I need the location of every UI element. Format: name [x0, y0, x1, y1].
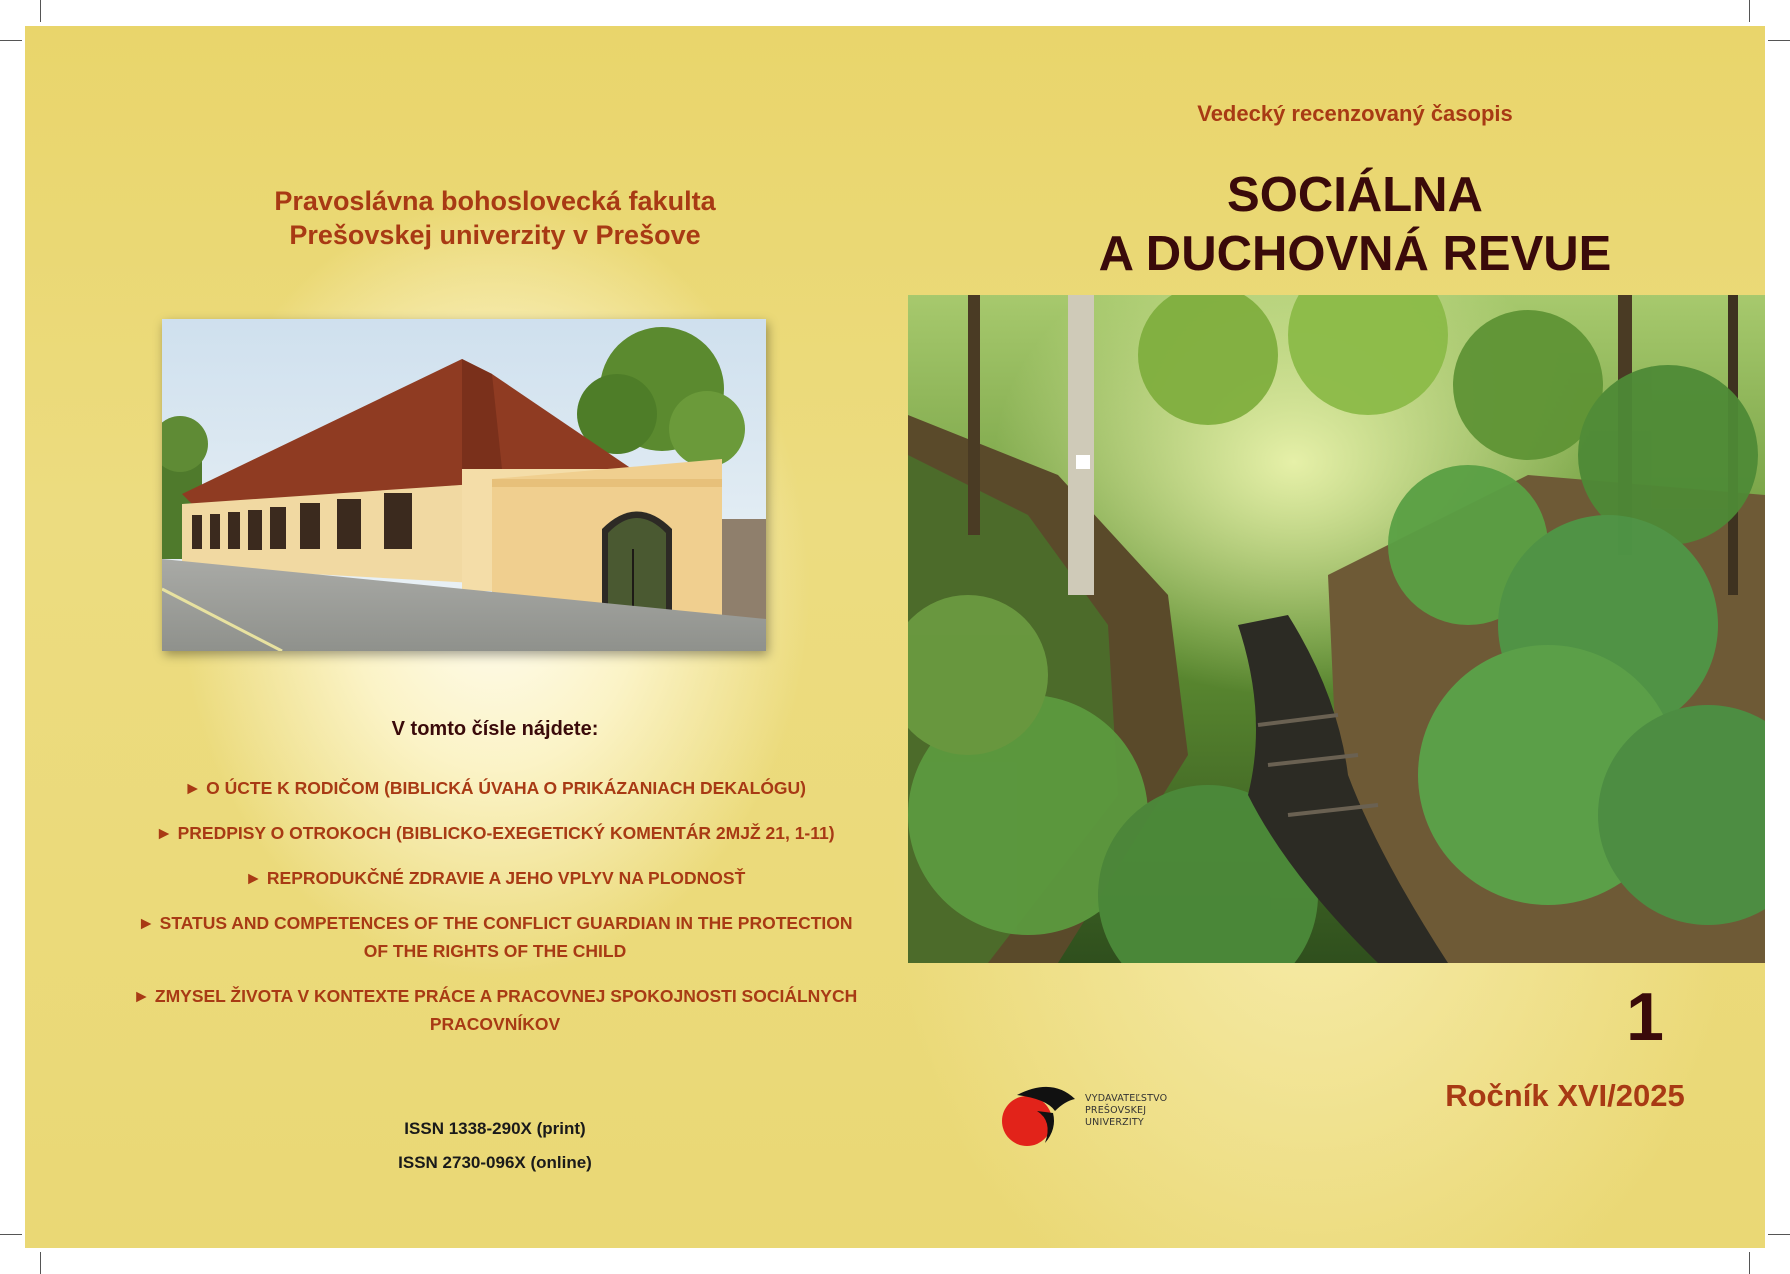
crop-mark	[1749, 1252, 1750, 1274]
crop-mark	[1768, 40, 1790, 41]
article-item	[75, 982, 915, 1038]
article-title: ► ZMYSEL ŽIVOTA V KONTEXTE PRÁCE A PRACOVNEJ SPOKOJNOSTI SOCIÁLNYCH	[132, 986, 858, 1006]
article-title: ► PREDPISY O OTROKOCH (BIBLICKO-EXEGETICKÝ KOMENTÁR 2MJŽ 21, 1-11)	[155, 823, 835, 843]
journal-subtitle: Vedecký recenzovaný časopis	[1197, 101, 1513, 126]
publisher-name-line-1: VYDAVATEĽSTVO	[1085, 1093, 1168, 1104]
issue-number: 1	[1626, 979, 1664, 1055]
issn-online: ISSN 2730-096X (online)	[398, 1153, 592, 1172]
journal-cover	[25, 26, 1765, 1248]
article-item	[75, 909, 915, 965]
article-title-continued: OF THE RIGHTS OF THE CHILD	[363, 941, 627, 961]
article-title-continued: PRACOVNÍKOV	[429, 1014, 561, 1034]
faculty-name	[145, 184, 845, 252]
journal-title	[925, 166, 1765, 284]
article-title: ► STATUS AND COMPETENCES OF THE CONFLICT GUARDIAN IN THE PROTECTION	[137, 913, 853, 933]
article-item	[75, 864, 915, 892]
article-item	[75, 819, 915, 847]
crop-mark	[0, 1234, 22, 1235]
crop-mark	[40, 0, 41, 22]
article-list	[75, 774, 915, 1055]
publisher-emblem-icon	[997, 1081, 1081, 1151]
publisher-name	[1085, 1093, 1167, 1129]
faculty-line-1: Pravoslávna bohoslovecká fakulta	[274, 186, 716, 216]
journal-title-line-2: A DUCHOVNÁ REVUE	[1098, 227, 1612, 281]
article-item	[75, 774, 915, 802]
forest-stream-photo	[908, 295, 1765, 963]
volume-year: Ročník XVI/2025	[1445, 1078, 1685, 1113]
journal-title-line-1: SOCIÁLNA	[1227, 168, 1483, 222]
article-title: ► O ÚCTE K RODIČOM (BIBLICKÁ ÚVAHA O PRIKÁZANIACH DEKALÓGU)	[183, 778, 807, 798]
publisher-logo	[997, 1081, 1197, 1151]
publisher-name-line-2: PREŠOVSKEJ	[1085, 1105, 1147, 1116]
issn-print: ISSN 1338-290X (print)	[404, 1119, 586, 1138]
contents-heading: V tomto čísle nájdete:	[391, 718, 599, 740]
crop-mark	[0, 40, 22, 41]
faculty-line-2: Prešovskej univerzity v Prešove	[289, 220, 701, 250]
publisher-name-line-3: UNIVERZITY	[1085, 1117, 1144, 1128]
article-title: ► REPRODUKČNÉ ZDRAVIE A JEHO VPLYV NA PLODNOSŤ	[244, 868, 746, 888]
crop-mark	[1749, 0, 1750, 22]
faculty-building-photo	[162, 319, 766, 651]
crop-mark	[40, 1252, 41, 1274]
crop-mark	[1768, 1234, 1790, 1235]
